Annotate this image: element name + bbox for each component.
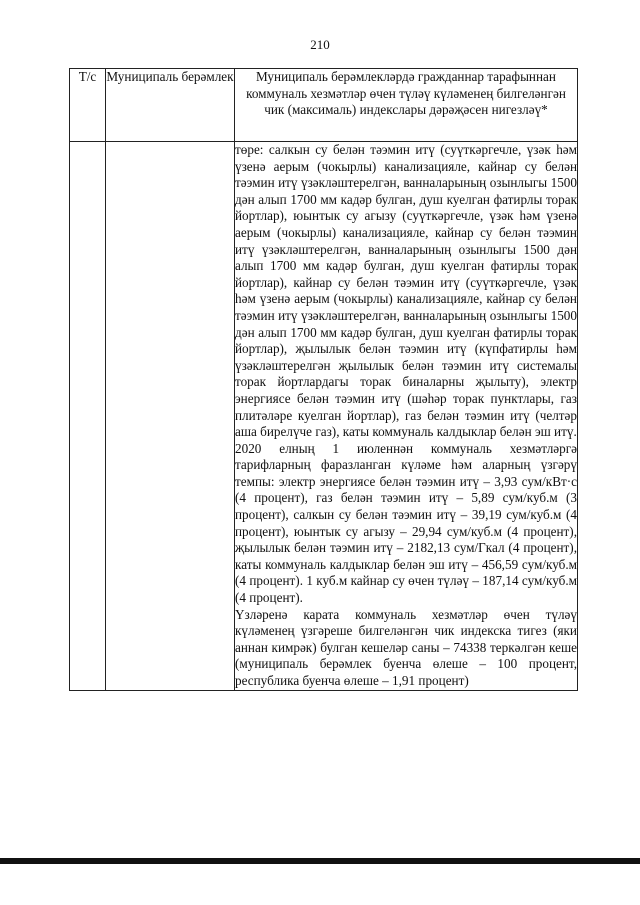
paragraph-affected-population: Үзләренә карата коммуналь хезмәтләр өчен түләү күләменең үзгәреше билгеләнгән чик индекска тигез (яки аннан кимрәк) булган кешеләр саны – 74338 теркәлгән кеше (муниципаль берәмлек буенча өлеше – 100 процент, республика буенча өлеше – 1,91 процент)	[235, 606, 577, 688]
tariff-index-table	[69, 68, 578, 691]
header-index-justification: Муниципаль берәмлекләрдә гражданнар тарафыннан коммуналь хезмәтләр өчен түләү күләменең билгеләнгән чик (максималь) индекслары дәрәҗәсен нигезләү*	[235, 69, 578, 142]
row-number-cell	[70, 142, 106, 691]
page-bottom-rule	[0, 858, 640, 864]
paragraph-tariff-forecast: 2020 елның 1 июленнән коммуналь хезмәтләргә тарифларның фаразланган күләме һәм аларның үзгәрү темпы: электр энергиясе белән тәэмин итү – 3,93 сум/кВт·с (4 процент), газ белән тәэмин итү – 5,89 сум/куб.м (3 процент), салкын су белән тәэмин итү – 39,19 сум/куб.м (4 процент), юынтык су агызу – 29,94 сум/куб.м (4 процент), җылылык белән тәэмин итү – 2182,13 сум/Гкал (4 процент), каты коммуналь калдыклар белән эш итү – 456,59 сум/куб.м (4 процент). 1 куб.м кайнар су өчен түләү – 187,14 сум/куб.м (4 процент).	[235, 440, 577, 606]
header-municipality: Муниципаль берәмлек	[106, 69, 235, 142]
paragraph-service-types: төре: салкын су белән тәэмин итү (суүткәргечле, үзәк һәм үзенә аерым (чокырлы) канализацияле, кайнар су белән тәэмин итү үзәкләштерелгән, ванналарының озынлыгы 1500 дән алып 1700 мм кадәр булган, душ куелган фатирлы торак йортлар), юынтык су агызу (суүткәргечле, үзәк һәм үзенә аерым (чокырлы) канализацияле, кайнар су белән тәэмин итү үзәкләштерелгән, ванналарының озынлыгы 1500 дән алып 1700 мм кадәр булган, душ куелган фатирлы торак йортлар), кайнар су белән тәэмин итү (суүткәргечле, үзәк һәм үзенә аерым (чокырлы) канализацияле, кайнар су белән тәэмин итү үзәкләштерелгән, ванналарының озынлыгы 1500 дән алып 1700 мм кадәр булган, душ куелган фатирлы торак йортлар), җылылык белән тәэмин итү (күпфатирлы һәм үзәкләштерелгән җылылык белән тәэмин итү системалы торак йортлардагы торак биналарны җылыту), электр энергиясе белән тәэмин итү (шәһәр торак пунктлары, газ плитәләре куелган йортлар), газ белән тәэмин итү (челтәр аша бирелүче газ), каты коммуналь калдыклар белән эш итү.	[235, 142, 577, 440]
table-row	[70, 142, 578, 691]
page-number: 210	[310, 37, 330, 52]
row-justification-cell	[235, 142, 578, 691]
row-municipality-cell	[106, 142, 235, 691]
header-number: Т/с	[70, 69, 106, 142]
table-header-row	[70, 69, 578, 142]
